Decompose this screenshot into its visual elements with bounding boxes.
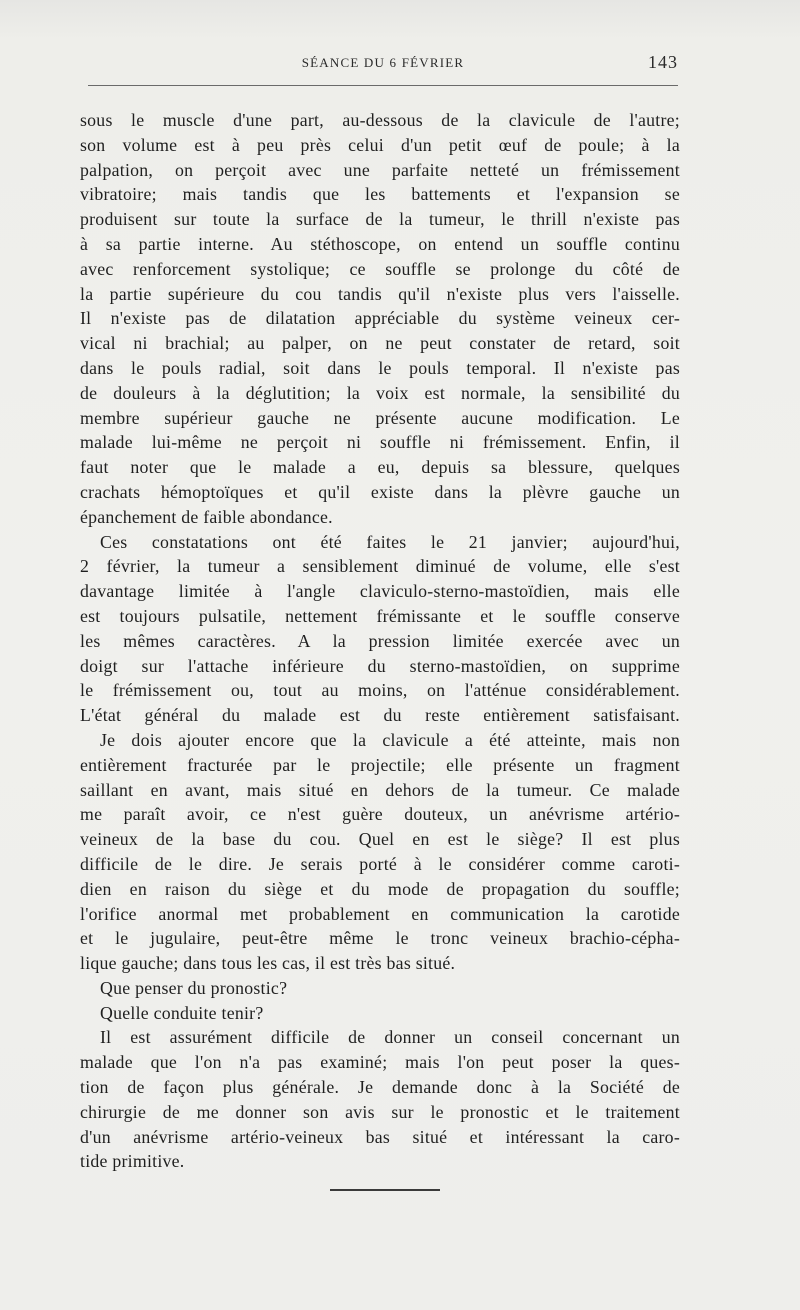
text-line: me paraît avoir, ce n'est guère douteux, un anévrisme artério- (80, 804, 680, 825)
text-line: Que penser du pronostic? (100, 977, 288, 998)
text-line: entièrement fracturée par le projectile; elle présente un fragment (80, 754, 680, 775)
running-head (88, 52, 678, 74)
text-line: son volume est à peu près celui d'un petit œuf de poule; à la (80, 134, 680, 155)
body-text (80, 108, 680, 1174)
text-line: d'un anévrisme artério-veineux bas situé et intéressant la caro- (80, 1126, 680, 1147)
text-line: à sa partie interne. Au stéthoscope, on entend un souffle continu (80, 233, 680, 254)
text-line: malade lui-même ne perçoit ni souffle ni frémissement. Enfin, il (80, 432, 680, 453)
text-line: le frémissement ou, tout au moins, on l'atténue considérablement. (80, 680, 680, 701)
text-line: avec renforcement systolique; ce souffle se prolonge du côté de (80, 258, 680, 279)
text-line: vibratoire; mais tandis que les battements et l'expansion se (80, 184, 680, 205)
text-line: veineux de la base du cou. Quel en est le siège? Il est plus (80, 829, 680, 850)
text-line: tide primitive. (80, 1151, 185, 1172)
text-line: la partie supérieure du cou tandis qu'il n'existe plus vers l'aisselle. (80, 283, 680, 304)
text-line: doigt sur l'attache inférieure du sterno-mastoïdien, on supprime (80, 655, 680, 676)
text-line: chirurgie de me donner son avis sur le pronostic et le traitement (80, 1101, 680, 1122)
text-line: dien en raison du siège et du mode de propagation du souffle; (80, 878, 680, 899)
text-line: les mêmes caractères. A la pression limitée exercée avec un (80, 630, 680, 651)
text-line: malade que l'on n'a pas examiné; mais l'on peut poser la ques- (80, 1052, 680, 1073)
text-line: l'orifice anormal met probablement en communication la carotide (80, 903, 680, 924)
text-line: Il est assurément difficile de donner un conseil concernant un (100, 1027, 680, 1048)
running-title: SÉANCE DU 6 FÉVRIER (301, 55, 465, 70)
text-line: membre supérieur gauche ne présente aucune modification. Le (80, 407, 680, 428)
text-line: produisent sur toute la surface de la tumeur, le thrill n'existe pas (80, 209, 680, 230)
text-line: 2 février, la tumeur a sensiblement diminué de volume, elle s'est (80, 556, 680, 577)
section-end-rule (330, 1189, 440, 1191)
text-line: de douleurs à la déglutition; la voix est normale, la sensibilité du (80, 382, 680, 403)
text-line: faut noter que le malade a eu, depuis sa blessure, quelques (80, 457, 680, 478)
text-line: tion de façon plus générale. Je demande donc à la Société de (80, 1077, 680, 1098)
text-line: Il n'existe pas de dilatation appréciable du système veineux cer- (80, 308, 680, 329)
text-line: vical ni brachial; au palper, on ne peut constater de retard, soit (80, 333, 680, 354)
text-line: Quelle conduite tenir? (100, 1002, 264, 1023)
text-line: sous le muscle d'une part, au-dessous de la clavicule de l'autre; (80, 110, 680, 130)
page-number: 143 (648, 52, 678, 72)
text-line: lique gauche; dans tous les cas, il est très bas situé. (80, 953, 456, 974)
text-line: et le jugulaire, peut-être même le tronc veineux brachio-cépha- (80, 928, 680, 949)
text-line: Ces constatations ont été faites le 21 janvier; aujourd'hui, (100, 531, 680, 552)
text-line: davantage limitée à l'angle claviculo-sterno-mastoïdien, mais elle (80, 581, 680, 602)
text-line: Je dois ajouter encore que la clavicule a été atteinte, mais non (100, 729, 680, 750)
text-line: difficile de le dire. Je serais porté à le considérer comme caroti- (80, 853, 680, 874)
header-rule (88, 85, 678, 86)
text-line: L'état général du malade est du reste entièrement satisfaisant. (80, 705, 680, 726)
text-line: crachats hémoptoïques et qu'il existe dans la plèvre gauche un (80, 481, 680, 502)
text-line: palpation, on perçoit avec une parfaite netteté un frémissement (80, 159, 680, 180)
text-line: épanchement de faible abondance. (80, 506, 333, 527)
text-line: dans le pouls radial, soit dans le pouls temporal. Il n'existe pas (80, 357, 680, 378)
text-line: est toujours pulsatile, nettement frémissante et le souffle conserve (80, 605, 680, 626)
text-line: saillant en avant, mais situé en dehors de la tumeur. Ce malade (80, 779, 680, 800)
